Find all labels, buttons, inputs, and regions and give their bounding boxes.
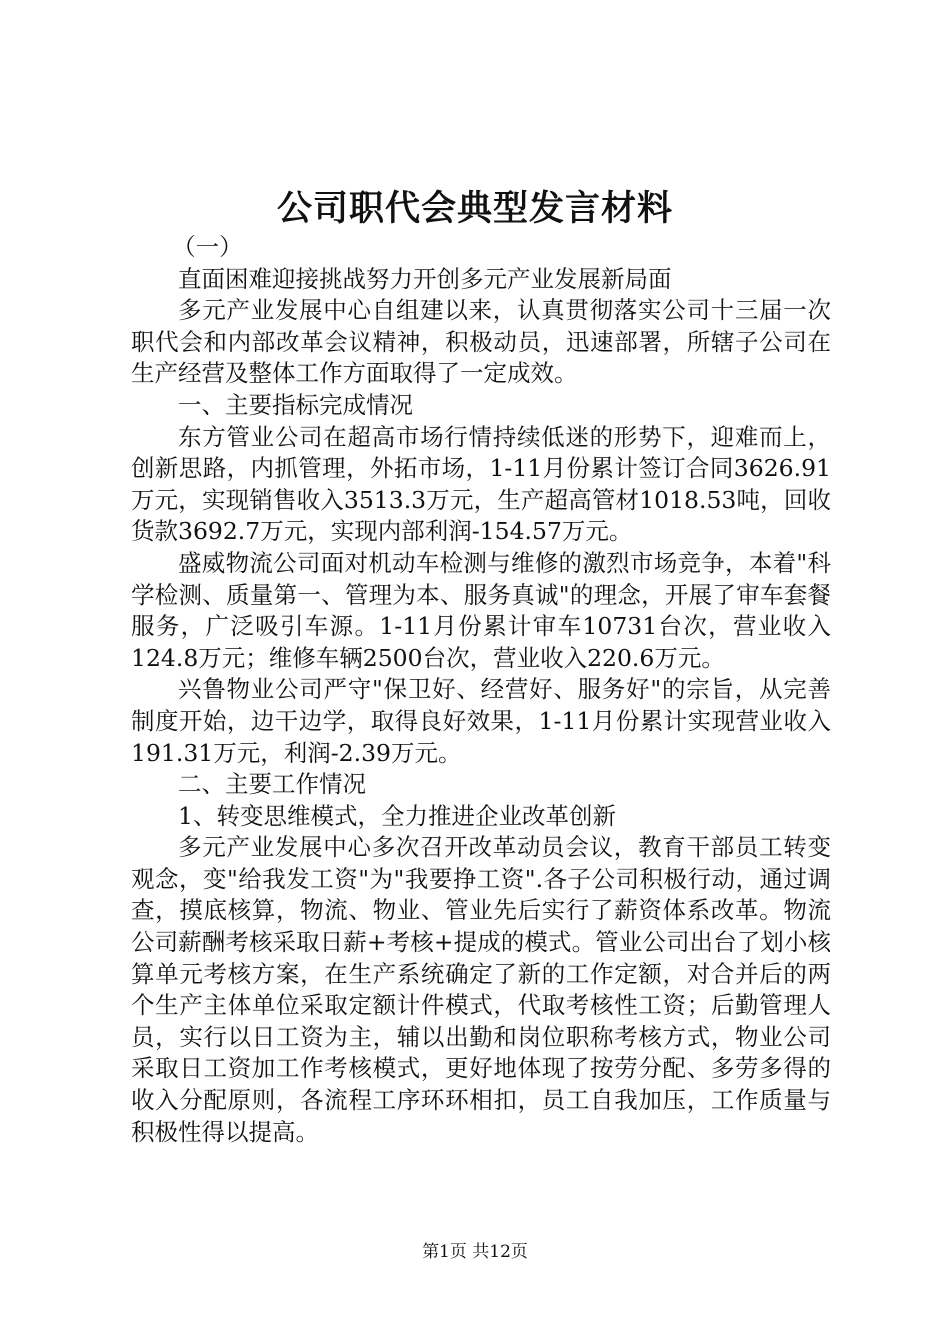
subheading-reform: 1、转变思维模式，全力推进企业改革创新 xyxy=(178,801,616,830)
subtitle: 直面困难迎接挑战努力开创多元产业发展新局面 xyxy=(178,264,672,293)
document-title: 公司职代会典型发言材料 xyxy=(276,188,673,229)
paragraph-xinglu: 兴鲁物业公司严守"保卫好、经营好、服务好"的宗旨，从完善制度开始，边干边学，取得良好效果，1-11月份累计实现营业收入191.31万元，利润-2.39万元。 xyxy=(131,675,831,767)
heading-main-indicators: 一、主要指标完成情况 xyxy=(178,390,413,419)
heading-main-work: 二、主要工作情况 xyxy=(178,770,366,799)
paragraph-dongfang: 东方管业公司在超高市场行情持续低迷的形势下，迎难而上，创新思路，内抓管理，外拓市场，1-11月份累计签订合同3626.91万元，实现销售收入3513.3万元，生产超高管材1018.53吨，回收货款3692.7万元，实现内部利润-154.57万元。 xyxy=(131,422,831,546)
document-body xyxy=(131,232,831,1148)
paragraph-intro: 多元产业发展中心自组建以来，认真贯彻落实公司十三届一次职代会和内部改革会议精神，积极动员，迅速部署，所辖子公司在生产经营及整体工作方面取得了一定成效。 xyxy=(131,296,831,388)
paragraph-shengwei: 盛威物流公司面对机动车检测与维修的激烈市场竞争，本着"科学检测、质量第一、管理为本、服务真诚"的理念，开展了审车套餐服务，广泛吸引车源。1-11月份累计审车10731台次，营业收入124.8万元；维修车辆2500台次，营业收入220.6万元。 xyxy=(131,548,831,672)
page-footer: 第1页 共12页 xyxy=(422,1242,528,1262)
section-number: （一） xyxy=(172,233,243,261)
paragraph-reform: 多元产业发展中心多次召开改革动员会议，教育干部员工转变观念，变"给我发工资"为"我要挣工资".各子公司积极行动，通过调查，摸底核算，物流、物业、管业先后实行了薪资体系改革。物流公司薪酬考核采取日薪+考核+提成的模式。管业公司出台了划小核算单元考核方案，在生产系统确定了新的工作定额，对合并后的两个生产主体单位采取定额计件模式，代取考核性工资；后勤管理人员，实行以日工资为主，辅以出勤和岗位职称考核方式，物业公司采取日工资加工作考核模式，更好地体现了按劳分配、多劳多得的收入分配原则，各流程工序环环相扣，员工自我加压，工作质量与积极性得以提高。 xyxy=(131,833,831,1146)
